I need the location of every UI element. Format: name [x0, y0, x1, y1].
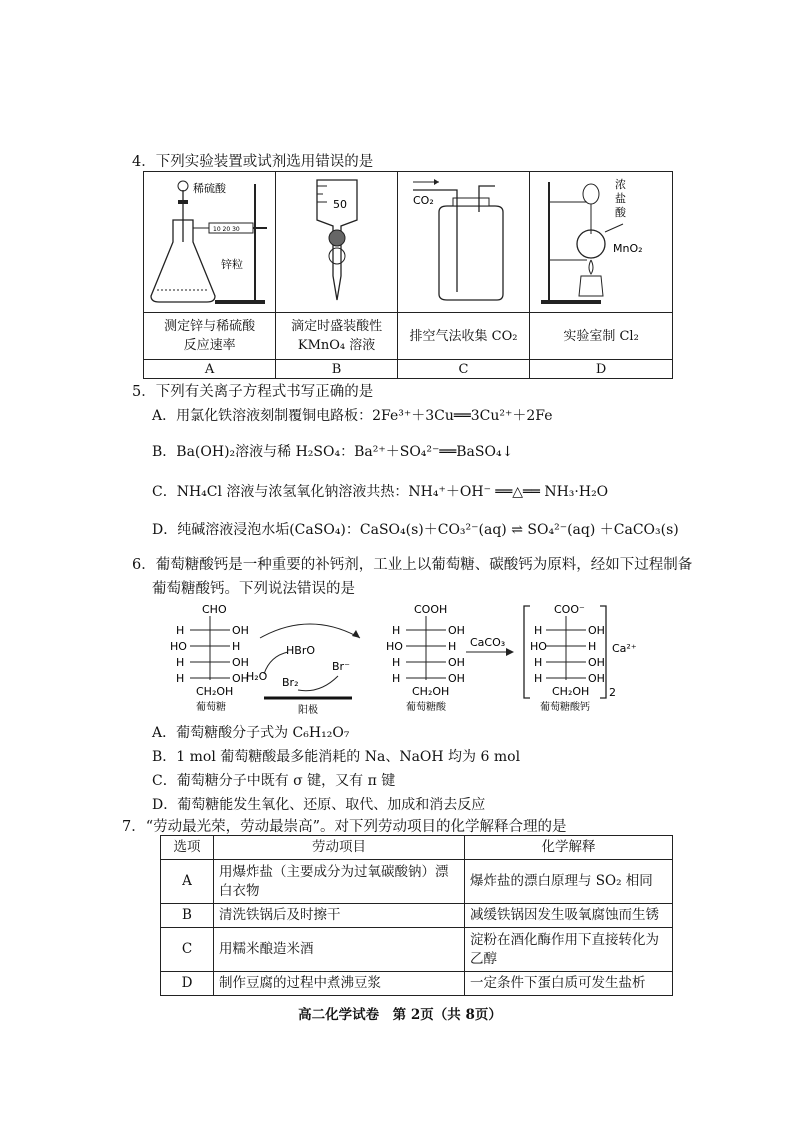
q5-option-a: A．用氯化铁溶液刻制覆铜电路板：2Fe³⁺＋3Cu══3Cu²⁺＋2Fe	[152, 408, 553, 424]
q4-caption-a: 测定锌与稀硫酸 反应速率	[144, 313, 276, 360]
glucose-top: CHO	[202, 603, 227, 616]
svg-text:H: H	[448, 640, 457, 653]
reagent-caco3: CaCO₃	[470, 636, 506, 649]
q4-table	[143, 171, 673, 379]
q5-option-d: D．纯碱溶液浸泡水垢(CaSO₄)：CaSO₄(s)＋CO₃²⁻(aq) ⇌ SO₄²⁻(aq) ＋CaCO₃(s)	[152, 522, 679, 538]
hbro-label: HBrO	[286, 644, 315, 657]
table-row: A 用爆炸盐（主要成分为过氧碳酸钠）漂白衣物 爆炸盐的漂白原理与 SO₂ 相同	[161, 860, 673, 904]
acid-label-1: 浓	[615, 178, 627, 191]
q4-caption-d: 实验室制 Cl₂	[530, 313, 673, 360]
q4-apparatus-d	[530, 172, 673, 313]
solid-label-zinc: 锌粒	[220, 258, 243, 271]
table-row: B 清洗铁锅后及时擦干 减缓铁锅因发生吸氧腐蚀而生锈	[161, 904, 673, 928]
syringe-scale: 10 20 30	[212, 226, 240, 233]
svg-text:OH: OH	[448, 672, 465, 685]
apparatus-c-diagram	[399, 172, 529, 308]
bromine-label: Br₂	[282, 676, 299, 689]
svg-text:H: H	[534, 672, 543, 685]
gas-label-co2: CO₂	[412, 194, 434, 207]
svg-text:H: H	[392, 624, 401, 637]
acid-bottom: CH₂OH	[412, 685, 450, 698]
svg-text:H: H	[588, 640, 597, 653]
svg-text:H: H	[534, 624, 543, 637]
svg-text:HO: HO	[170, 640, 187, 653]
acid-label-2: 盐	[615, 192, 627, 205]
q6-option-b: B．1 mol 葡萄糖酸最多能消耗的 Na、NaOH 均为 6 mol	[152, 749, 521, 765]
svg-text:H: H	[176, 656, 185, 669]
glucose-name: 葡萄糖	[196, 702, 226, 713]
q6-option-d: D．葡萄糖能发生氧化、还原、取代、加成和消去反应	[152, 797, 486, 813]
salt-top: COO⁻	[554, 603, 585, 616]
q6-option-c: C．葡萄糖分子中既有 σ 键，又有 π 键	[152, 773, 396, 789]
acid-rows	[386, 624, 465, 685]
svg-text:OH: OH	[232, 656, 249, 669]
apparatus-d-diagram	[531, 172, 671, 308]
svg-text:H: H	[232, 640, 241, 653]
q4-apparatus-b	[276, 172, 398, 313]
svg-text:OH: OH	[232, 624, 249, 637]
svg-text:H: H	[176, 624, 185, 637]
svg-text:OH: OH	[588, 656, 605, 669]
burette-reading: 50	[332, 198, 347, 211]
salt-name: 葡萄糖酸钙	[540, 702, 590, 713]
salt-bottom: CH₂OH	[552, 685, 590, 698]
q4-caption-c: 排空气法收集 CO₂	[397, 313, 529, 360]
svg-text:H: H	[534, 656, 543, 669]
q5-stem: 5．下列有关离子方程式书写正确的是	[132, 384, 374, 400]
glucose-bottom: CH₂OH	[196, 685, 234, 698]
solid-label-mno2: MnO₂	[613, 242, 643, 255]
svg-text:H: H	[392, 656, 401, 669]
q6-reaction-scheme	[160, 600, 680, 718]
reagent-label-dilute-sulfuric: 稀硫酸	[192, 182, 226, 195]
svg-text:HO: HO	[386, 640, 403, 653]
oxidation-arrow	[260, 624, 360, 638]
q6-option-a: A．葡萄糖酸分子式为 C₆H₁₂O₇	[152, 725, 350, 741]
q7-header-task: 劳动项目	[214, 836, 465, 860]
q4-stem: 4．下列实验装置或试剂选用错误的是	[132, 154, 374, 170]
water-label: H₂O	[246, 670, 268, 683]
anode-label: 阳极	[298, 705, 318, 716]
q4-apparatus-a	[144, 172, 276, 313]
q7-table	[160, 835, 673, 996]
svg-text:HO: HO	[530, 640, 547, 653]
q4-apparatus-c	[397, 172, 529, 313]
q6-stem-line2: 葡萄糖酸钙。下列说法错误的是	[152, 581, 355, 597]
q7-header-option: 选项	[161, 836, 214, 860]
svg-text:OH: OH	[448, 656, 465, 669]
svg-text:H: H	[392, 672, 401, 685]
acid-label-3: 酸	[615, 206, 627, 219]
salt-count: 2	[609, 686, 616, 699]
page-footer: 高二化学试卷 第 2页（共 8页）	[298, 1007, 502, 1023]
bromide-label: Br⁻	[332, 660, 350, 673]
apparatus-a-diagram	[145, 172, 275, 308]
svg-text:OH: OH	[448, 624, 465, 637]
q7-header-row	[161, 836, 673, 860]
acid-name: 葡萄糖酸	[406, 702, 446, 713]
table-row: C 用糯米酿造米酒 淀粉在酒化酶作用下直接转化为乙醇	[161, 928, 673, 972]
q4-caption-b: 滴定时盛装酸性 KMnO₄ 溶液	[276, 313, 398, 360]
svg-text:H: H	[176, 672, 185, 685]
q4-label-a: A	[144, 360, 276, 379]
q7-header-explanation: 化学解释	[465, 836, 673, 860]
q4-label-c: C	[397, 360, 529, 379]
table-row: D 制作豆腐的过程中煮沸豆浆 一定条件下蛋白质可发生盐析	[161, 972, 673, 996]
q6-stem-line1: 6．葡萄糖酸钙是一种重要的补钙剂，工业上以葡萄糖、碳酸钙为原料，经如下过程制备	[132, 557, 693, 573]
q5-option-c: C．NH₄Cl 溶液与浓氢氧化钠溶液共热：NH₄⁺＋OH⁻ ══△══ NH₃·H₂O	[152, 484, 609, 500]
q7-stem: 7．“劳动最光荣，劳动最崇高”。对下列劳动项目的化学解释合理的是	[122, 819, 567, 835]
acid-top: COOH	[414, 603, 448, 616]
q4-label-b: B	[276, 360, 398, 379]
svg-text:OH: OH	[588, 624, 605, 637]
q5-option-b: B．Ba(OH)₂溶液与稀 H₂SO₄：Ba²⁺＋SO₄²⁻══BaSO₄↓	[152, 444, 514, 460]
svg-text:OH: OH	[232, 672, 249, 685]
svg-text:OH: OH	[588, 672, 605, 685]
glucose-rows	[170, 624, 249, 685]
q4-label-d: D	[530, 360, 673, 379]
salt-rows	[530, 624, 605, 685]
apparatus-b-diagram	[277, 172, 397, 308]
calcium-ion: Ca²⁺	[612, 642, 637, 655]
